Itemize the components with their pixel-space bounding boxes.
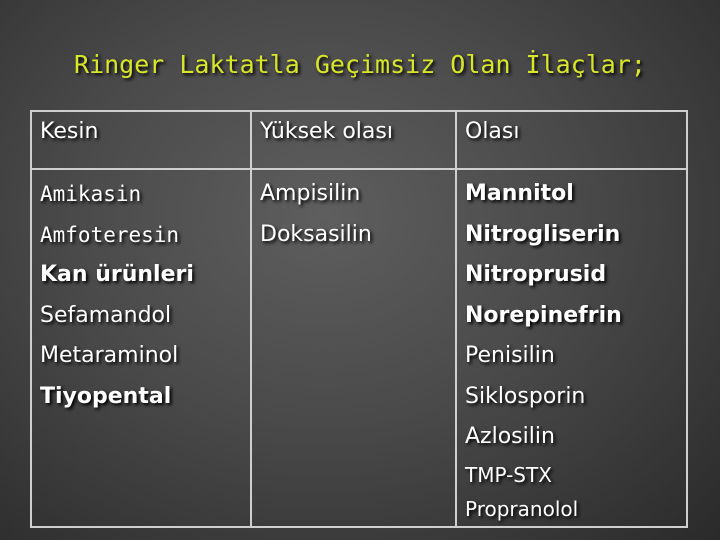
list-item: Ampisilin [260,181,361,206]
header-cell-definite [31,111,251,169]
slide-title: Ringer Laktatla Geçimsiz Olan İlaçlar; [74,50,646,79]
incompatible-drugs-table [30,110,688,528]
list-item: Metaraminol [40,343,179,368]
header-definite: Kesin [40,119,99,144]
possible-cell [456,169,687,527]
list-item: Penisilin [465,343,555,368]
list-item: Mannitol [465,181,574,206]
header-cell-possible [456,111,687,169]
list-item: Nitrogliserin [465,221,621,247]
list-item: Sefamandol [40,302,172,328]
header-possible: Olası [465,119,520,144]
list-item: Siklosporin [465,383,586,409]
list-item: Kan ürünleri [40,262,194,287]
possible-drug-list [457,170,686,526]
list-item: Amikasin [40,182,142,206]
definite-drug-list [32,170,250,417]
table-header-row [31,111,687,169]
list-item: Amfoteresin [40,222,180,247]
list-item: Azlosilin [465,424,555,449]
list-item: Nitroprusid [465,262,607,287]
list-item: Propranolol [465,496,579,521]
highly-likely-drug-list [252,170,455,255]
list-item: Norepinefrin [465,302,622,328]
header-highly-likely: Yüksek olası [260,119,393,144]
list-item: TMP-STX [465,462,552,487]
list-item: Doksasilin [260,221,372,247]
header-cell-highly-likely [251,111,456,169]
highly-likely-cell [251,169,456,527]
table-body-row [31,169,687,527]
definite-cell [31,169,251,527]
list-item: Tiyopental [40,383,172,409]
